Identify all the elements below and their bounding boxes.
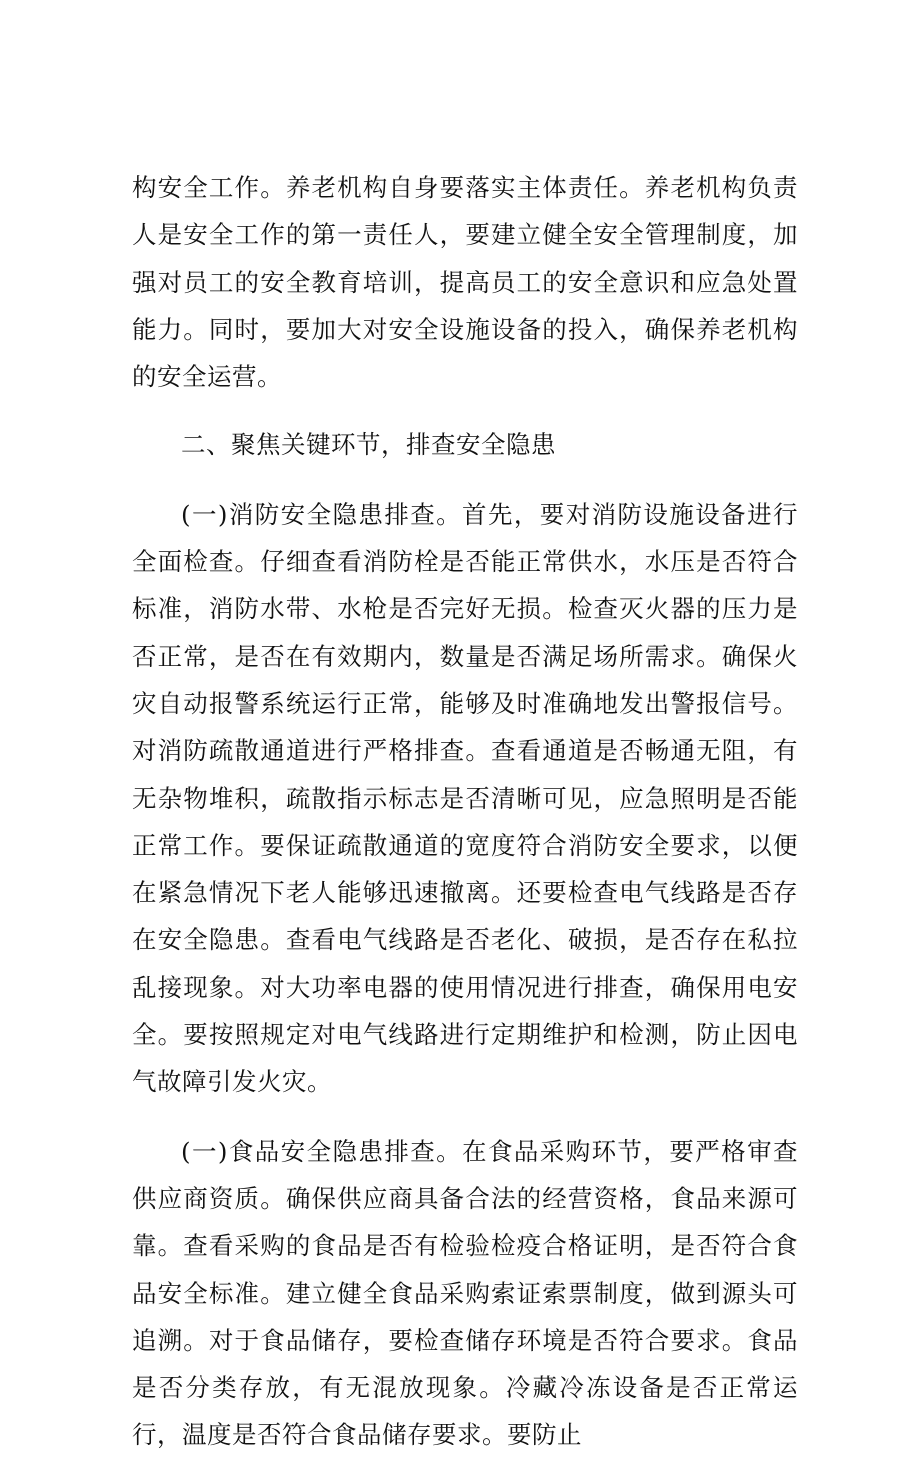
document-body xyxy=(132,164,798,1459)
section-heading: 二、聚焦关键环节，排查安全隐患 xyxy=(181,430,556,460)
paragraph-food-safety: (一)食品安全隐患排查。在食品采购环节，要严格审查供应商资质。确保供应商具备合法的经营资格，食品来源可靠。查看采购的食品是否有检验检疫合格证明，是否符合食品安全标准。建立健全食品采购索证索票制度，做到源头可追溯。对于食品储存，要检查储存环境是否符合要求。食品是否分类存放，有无混放现象。冷藏冷冻设备是否正常运行，温度是否符合食品储存要求。要防止 xyxy=(132,1136,798,1450)
paragraph-fire-safety: (一)消防安全隐患排查。首先，要对消防设施设备进行全面检查。仔细查看消防栓是否能正常供水，水压是否符合标准，消防水带、水枪是否完好无损。检查灭火器的压力是否正常，是否在有效期内，数量是否满足场所需求。确保火灾自动报警系统运行正常，能够及时准确地发出警报信号。对消防疏散通道进行严格排查。查看通道是否畅通无阻，有无杂物堆积，疏散指示标志是否清晰可见，应急照明是否能正常工作。要保证疏散通道的宽度符合消防安全要求，以便在紧急情况下老人能够迅速撤离。还要检查电气线路是否存在安全隐患。查看电气线路是否老化、破损，是否存在私拉乱接现象。对大功率电器的使用情况进行排查，确保用电安全。要按照规定对电气线路进行定期维护和检测，防止因电气故障引发火灾。 xyxy=(132,499,798,1097)
paragraph-continuation: 构安全工作。养老机构自身要落实主体责任。养老机构负责人是安全工作的第一责任人，要建立健全安全管理制度，加强对员工的安全教育培训，提高员工的安全意识和应急处置能力。同时，要加大对安全设施设备的投入，确保养老机构的安全运营。 xyxy=(132,173,798,392)
